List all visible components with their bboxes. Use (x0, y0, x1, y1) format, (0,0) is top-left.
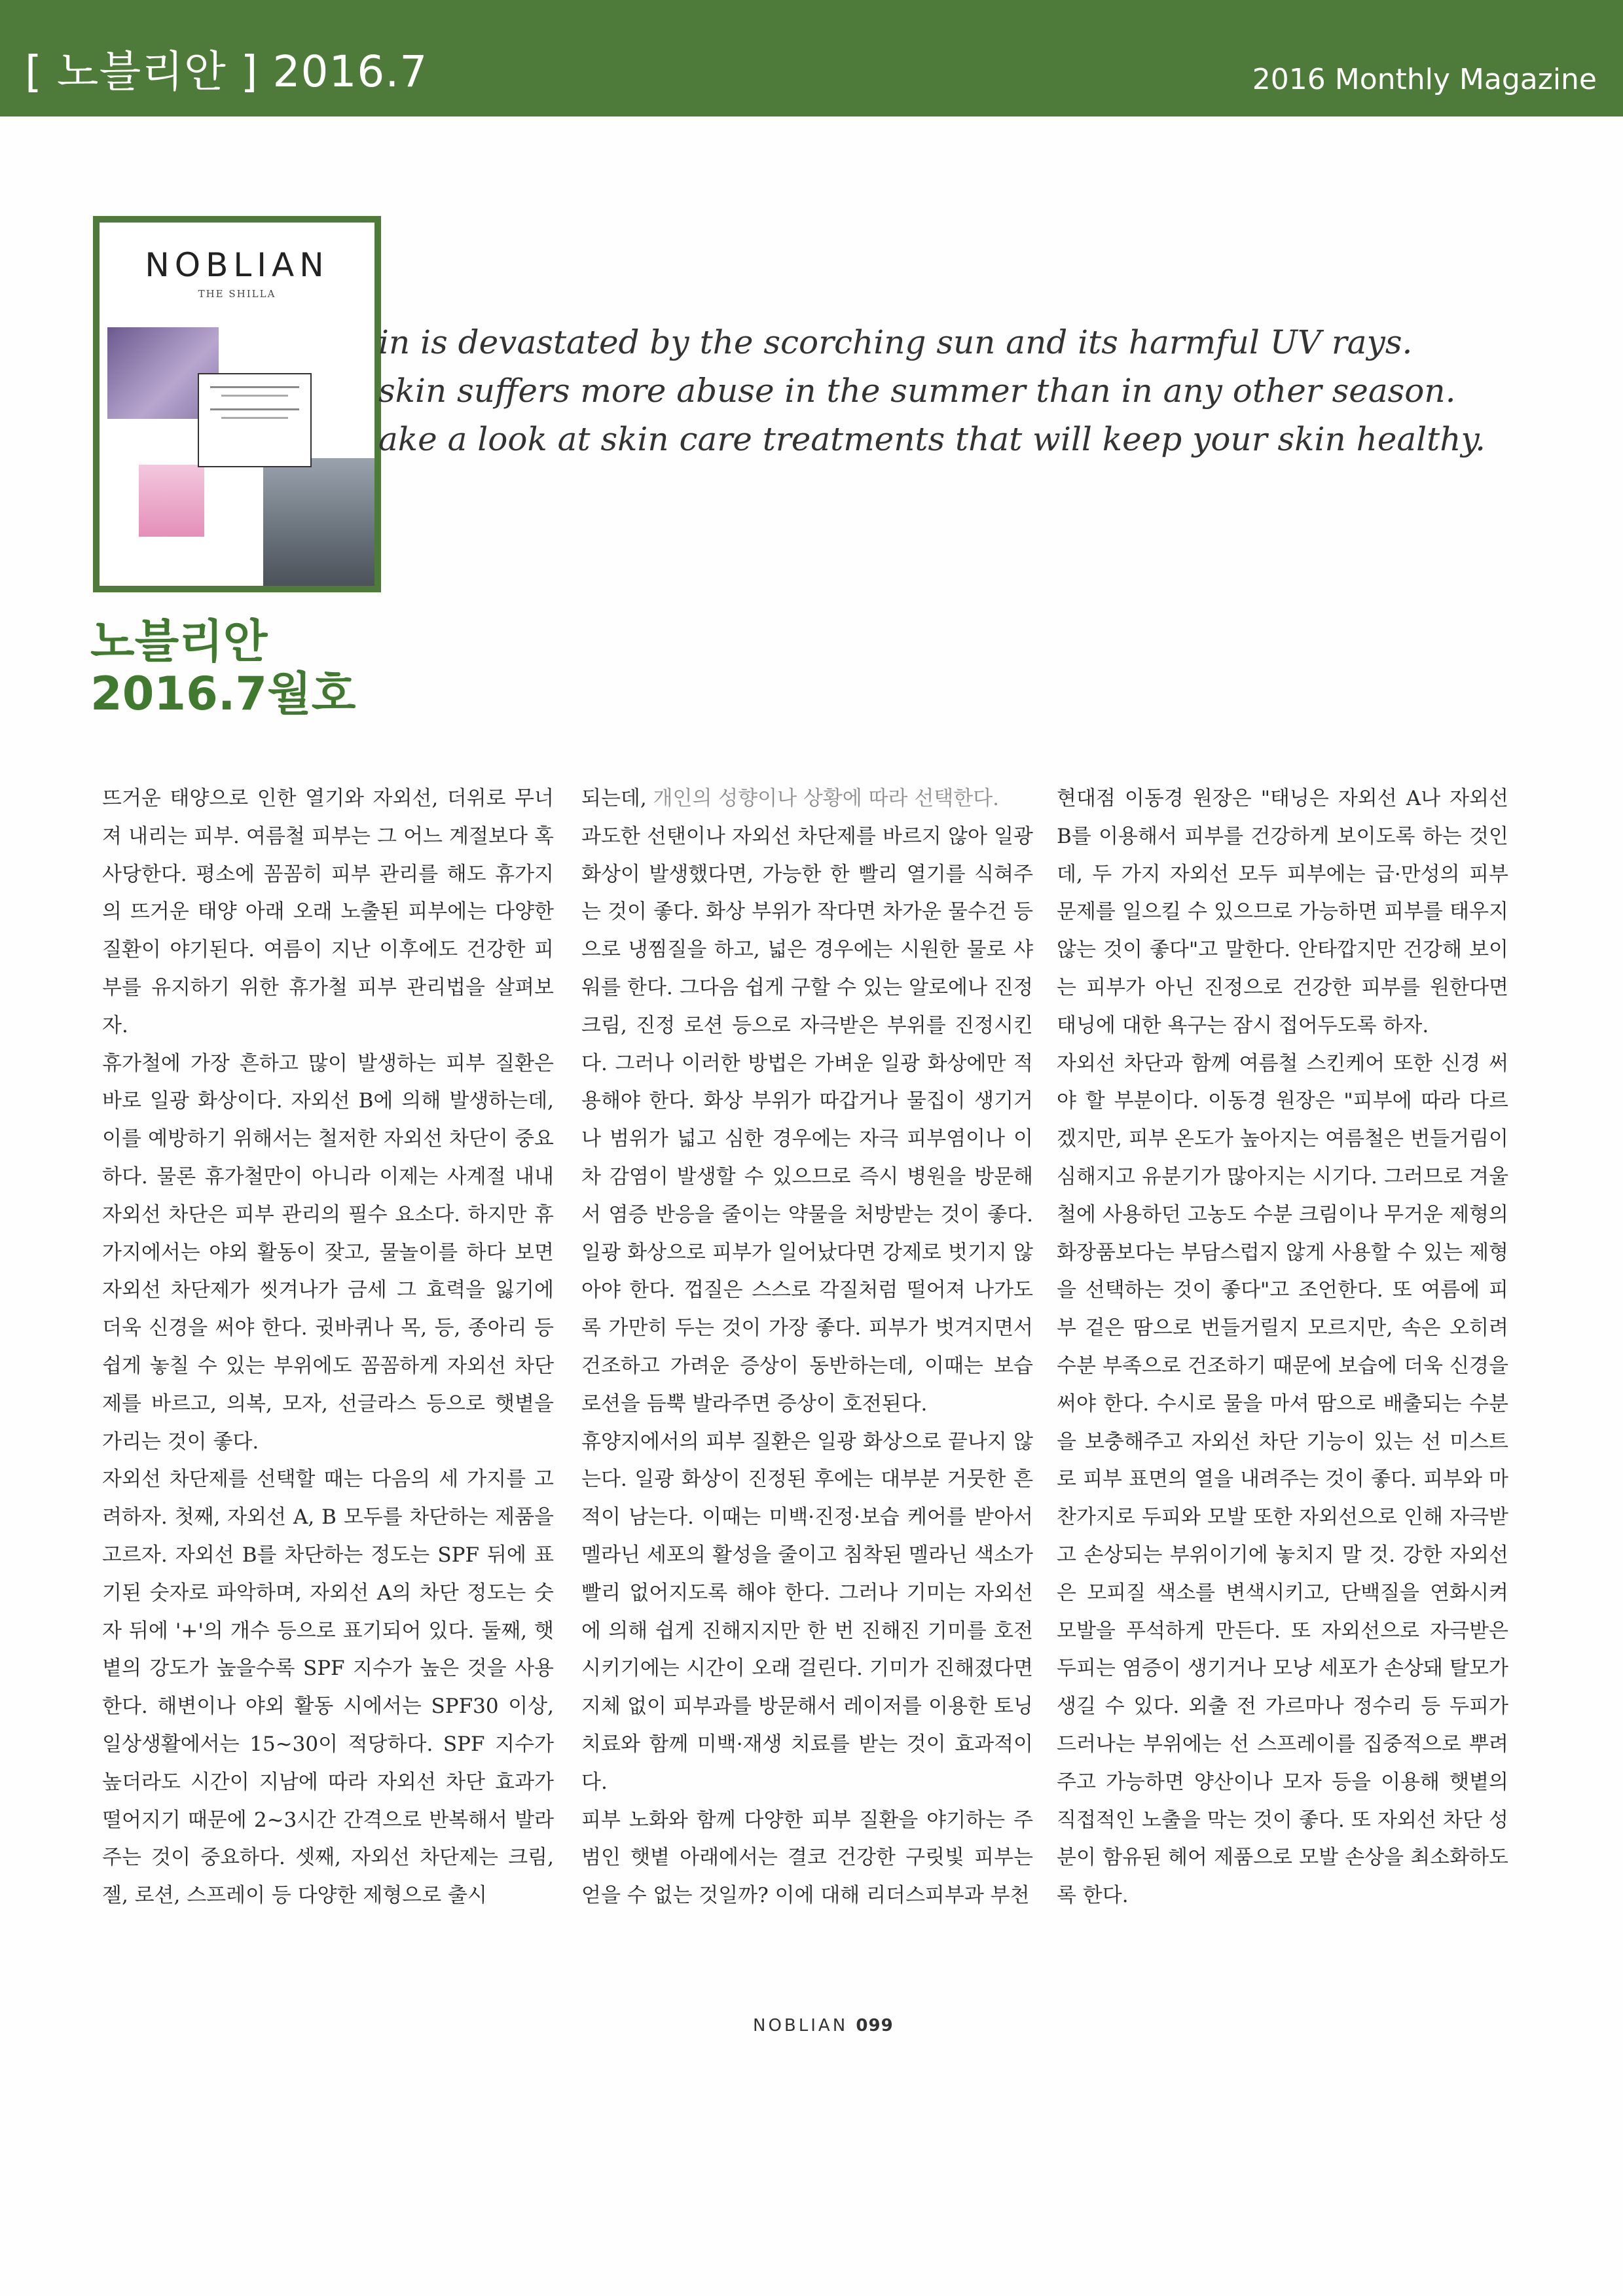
paragraph: 자외선 차단제를 선택할 때는 다음의 세 가지를 고려하자. 첫째, 자외선 A, B 모두를 차단하는 제품을 고르자. 자외선 B를 차단하는 정도는 SPF 뒤에 표기된 숫자로 파악하며, 자외선 A의 차단 정도는 숫자 뒤에 '+'의 개수 등으로 표기되어 있다. 둘째, 햇볕의 강도가 높을수록 SPF 지수가 높은 것을 사용한다. 해변이나 야외 활동 시에서는 SPF30 이상, 일상생활에서는 15~30이 적당하다. SPF 지수가 높더라도 시간이 지남에 따라 자외선 차단 효과가 떨어지기 때문에 2~3시간 간격으로 반복해서 발라주는 것이 중요하다. 셋째, 자외선 차단제는 크림, 젤, 로션, 스프레이 등 다양한 제형으로 출시 (102, 1467, 554, 1908)
cover-photo-pink (139, 465, 204, 537)
intro-line-3: ake a look at skin care treatments that will keep your skin healthy. (378, 420, 1486, 458)
page-header (0, 0, 1623, 117)
page-number: 099 (856, 2016, 894, 2036)
intro-line-1: in is devastated by the scorching sun and its harmful UV rays. (378, 323, 1413, 361)
paragraph: 피부 노화와 함께 다양한 피부 질환을 야기하는 주범인 햇볕 아래에서는 결코 건강한 구릿빛 피부는 얻을 수 없는 것일까? 이에 대해 리더스피부과 부천 (581, 1808, 1033, 1908)
page-footer (753, 2016, 894, 2036)
paragraph: 과도한 선탠이나 자외선 차단제를 바르지 않아 일광 화상이 발생했다면, 가능한 한 빨리 열기를 식혀주는 것이 좋다. 화상 부위가 작다면 차가운 물수건 등으로 냉찜질을 하고, 넓은 경우에는 시원한 물로 샤워를 한다. 그다음 쉽게 구할 수 있는 알로에나 진정 크림, 진정 로션 등으로 자극받은 부위를 진정시킨다. 그러나 이러한 방법은 가벼운 일광 화상에만 적용해야 한다. 화상 부위가 따갑거나 물집이 생기거나 범위가 넓고 심한 경우에는 자극 피부염이나 이차 감염이 발생할 수 있으므로 즉시 병원을 방문해서 염증 반응을 줄이는 약물을 처방받는 것이 좋다. 일광 화상으로 피부가 일어났다면 강제로 벗기지 않아야 한다. 껍질은 스스로 각질처럼 떨어져 나가도록 가만히 두는 것이 가장 좋다. 피부가 벗겨지면서 건조하고 가려운 증상이 동반하는데, 이때는 보습 로션을 듬뿍 발라주면 증상이 호전된다. (581, 824, 1033, 1416)
magazine-cover-image (93, 216, 381, 592)
cover-quote-card (198, 373, 312, 467)
header-title: [ 노블리안 ] 2016.7 (25, 46, 428, 97)
article-intro (378, 318, 1486, 463)
paragraph-faded-text: 개인의 성향이나 상황에 따라 선택한다. (653, 787, 999, 810)
paragraph: 휴양지에서의 피부 질환은 일광 화상으로 끝나지 않는다. 일광 화상이 진정된 후에는 대부분 거뭇한 흔적이 남는다. 이때는 미백·진정·보습 케어를 받아서 멜라닌 세포의 활성을 줄이고 침착된 멜라닌 색소가 빨리 없어지도록 해야 한다. 그러나 기미는 자외선에 의해 쉽게 진해지지만 한 번 진해진 기미를 호전시키기에는 시간이 오래 걸린다. 기미가 진해졌다면 지체 없이 피부과를 방문해서 레이저를 이용한 토닝 치료와 함께 미백·재생 치료를 받는 것이 효과적이다. (581, 1429, 1033, 1794)
paragraph (581, 780, 1033, 818)
article-column-1 (102, 780, 554, 1915)
cover-photo-street (263, 458, 374, 589)
paragraph: 자외선 차단과 함께 여름철 스킨케어 또한 신경 써야 할 부분이다. 이동경 원장은 "피부에 따라 다르겠지만, 피부 온도가 높아지는 여름철은 번들거림이 심해지고 유분기가 많아지는 시기다. 그러므로 겨울철에 사용하던 고농도 수분 크림이나 무거운 제형의 화장품보다는 부담스럽지 않게 사용할 수 있는 제형을 선택하는 것이 좋다"고 조언한다. 또 여름에 피부 겉은 땀으로 번들거릴지 모르지만, 속은 오히려 수분 부족으로 건조하기 때문에 보습에 더욱 신경을 써야 한다. 수시로 물을 마셔 땀으로 배출되는 수분을 보충해주고 자외선 차단 기능이 있는 선 미스트로 피부 표면의 열을 내려주는 것이 좋다. 피부와 마찬가지로 두피와 모발 또한 자외선으로 인해 자극받고 손상되는 부위이기에 놓치지 말 것. 강한 자외선은 모피질 색소를 변색시키고, 단백질을 연화시켜 모발을 푸석하게 만든다. 또 자외선으로 자극받은 두피는 염증이 생기거나 모낭 세포가 손상돼 탈모가 생길 수 있다. 외출 전 가르마나 정수리 등 두피가 드러나는 부위에는 선 스프레이를 집중적으로 뿌려주고 가능하면 양산이나 모자 등을 이용해 햇볕의 직접적인 노출을 막는 것이 좋다. 또 자외선 차단 성분이 함유된 헤어 제품으로 모발 손상을 최소화하도록 한다. (1057, 1051, 1508, 1908)
cover-subtitle: THE SHILLA (198, 288, 276, 300)
article-column-2 (581, 780, 1033, 1915)
paragraph: 휴가철에 가장 흔하고 많이 발생하는 피부 질환은 바로 일광 화상이다. 자외선 B에 의해 발생하는데, 이를 예방하기 위해서는 철저한 자외선 차단이 중요하다. 물론 휴가철만이 아니라 이제는 사계절 내내 자외선 차단은 피부 관리의 필수 요소다. 하지만 휴가지에서는 야외 활동이 잦고, 물놀이를 하다 보면 자외선 차단제가 씻겨나가 금세 그 효력을 잃기에 더욱 신경을 써야 한다. 귓바퀴나 목, 등, 종아리 등 쉽게 놓칠 수 있는 부위에도 꼼꼼하게 자외선 차단제를 바르고, 의복, 모자, 선글라스 등으로 햇볕을 가리는 것이 좋다. (102, 1051, 554, 1454)
intro-line-2: skin suffers more abuse in the summer than in any other season. (378, 372, 1456, 410)
issue-title (90, 615, 356, 720)
paragraph: 뜨거운 태양으로 인한 열기와 자외선, 더위로 무너져 내리는 피부. 여름철 피부는 그 어느 계절보다 혹사당한다. 평소에 꼼꼼히 피부 관리를 해도 휴가지의 뜨거운 태양 아래 오래 노출된 피부에는 다양한 질환이 야기된다. 여름이 지난 이후에도 건강한 피부를 유지하기 위한 휴가철 피부 관리법을 살펴보자. (102, 787, 554, 1037)
issue-title-line-2: 2016.7월호 (90, 667, 356, 721)
article-column-3 (1057, 780, 1508, 1915)
issue-title-line-1: 노블리안 (90, 615, 268, 668)
header-magazine-label: 2016 Monthly Magazine (1252, 63, 1597, 96)
paragraph-start: 되는데, (581, 787, 653, 810)
footer-brand: NOBLIAN (753, 2016, 848, 2036)
cover-title: NOBLIAN (145, 246, 329, 284)
paragraph: 현대점 이동경 원장은 "태닝은 자외선 A나 자외선 B를 이용해서 피부를 건강하게 보이도록 하는 것인데, 두 가지 자외선 모두 피부에는 급·만성의 피부 문제를 일으킬 수 있으므로 가능하면 피부를 태우지 않는 것이 좋다"고 말한다. 안타깝지만 건강해 보이는 피부가 아닌 진정으로 건강한 피부를 원한다면 태닝에 대한 욕구는 잠시 접어두도록 하자. (1057, 787, 1508, 1037)
